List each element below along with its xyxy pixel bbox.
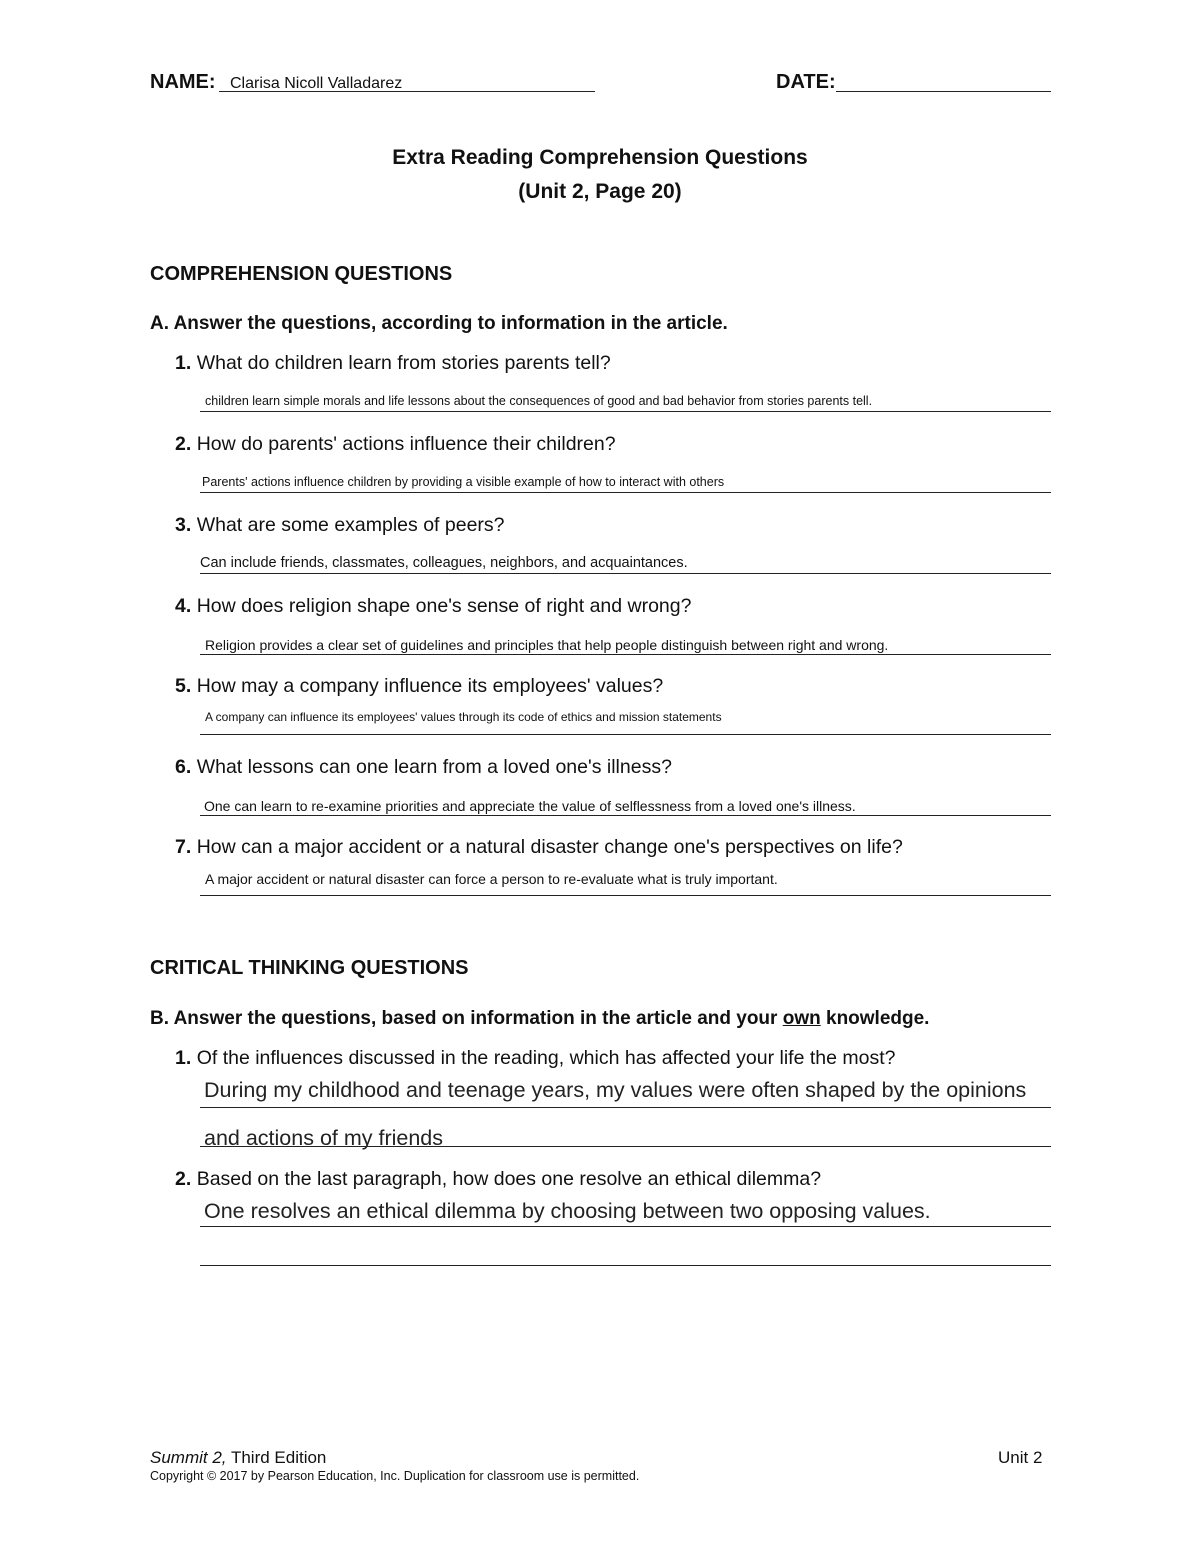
question-a6 — [175, 756, 672, 779]
answer-line — [200, 815, 1051, 816]
date-underline[interactable] — [836, 91, 1051, 92]
answer-b2-line1[interactable]: One resolves an ethical dilemma by choosing between two opposing values. — [204, 1199, 931, 1223]
question-number: 2. — [175, 433, 192, 455]
page-title: Extra Reading Comprehension Questions — [392, 146, 808, 169]
question-text: How do parents' actions influence their children? — [196, 433, 616, 455]
instruction-b — [150, 1008, 929, 1030]
question-number: 5. — [175, 675, 192, 697]
question-number: 1. — [175, 1047, 192, 1069]
question-a3 — [175, 514, 505, 537]
instruction-a: A. Answer the questions, according to information in the article. — [150, 313, 728, 334]
question-a7 — [175, 836, 903, 859]
answer-line — [200, 1107, 1051, 1108]
answer-line — [200, 895, 1051, 896]
answer-line — [200, 734, 1051, 735]
answer-a4[interactable]: Religion provides a clear set of guidelines and principles that help people distinguish between right and wrong. — [205, 637, 889, 653]
answer-line — [200, 492, 1051, 493]
question-text: How can a major accident or a natural disaster change one's perspectives on life? — [196, 836, 903, 858]
question-a2 — [175, 433, 616, 456]
answer-a7[interactable]: A major accident or natural disaster can force a person to re-evaluate what is truly important. — [205, 871, 778, 887]
answer-b1-line1[interactable]: During my childhood and teenage years, my values were often shaped by the opinions — [204, 1078, 1027, 1102]
answer-line — [200, 411, 1051, 412]
question-number: 3. — [175, 514, 192, 536]
answer-a3[interactable]: Can include friends, classmates, colleagues, neighbors, and acquaintances. — [200, 555, 688, 571]
answer-a6[interactable]: One can learn to re-examine priorities and appreciate the value of selflessness from a loved one's illness. — [204, 798, 856, 814]
answer-line — [200, 1146, 1051, 1147]
question-number: 6. — [175, 756, 192, 778]
critical-heading: CRITICAL THINKING QUESTIONS — [150, 957, 469, 979]
date-label: DATE: — [776, 71, 836, 93]
question-text: How may a company influence its employees' values? — [196, 675, 664, 697]
answer-line — [200, 1226, 1051, 1227]
comprehension-heading: COMPREHENSION QUESTIONS — [150, 263, 453, 285]
question-text: Of the influences discussed in the reading, which has affected your life the most? — [196, 1047, 896, 1069]
answer-line — [200, 573, 1051, 574]
question-text: How does religion shape one's sense of right and wrong? — [196, 595, 692, 617]
question-a4 — [175, 595, 691, 618]
footer-copyright: Copyright © 2017 by Pearson Education, Inc. Duplication for classroom use is permitted. — [150, 1469, 640, 1483]
question-b1 — [175, 1047, 895, 1070]
footer-book — [150, 1448, 326, 1468]
footer-unit: Unit 2 — [998, 1448, 1043, 1467]
answer-a2[interactable]: Parents' actions influence children by providing a visible example of how to interact with others — [202, 475, 725, 489]
instruction-b-pre: B. Answer the questions, based on information in the article and your — [150, 1008, 783, 1029]
answer-b1-line2[interactable]: and actions of my friends — [204, 1126, 444, 1150]
question-text: What are some examples of peers? — [196, 514, 505, 536]
page-subtitle: (Unit 2, Page 20) — [518, 180, 682, 203]
answer-a1[interactable]: children learn simple morals and life lessons about the consequences of good and bad behavior from stories parents tell. — [205, 394, 873, 408]
question-number: 4. — [175, 595, 192, 617]
footer-edition: Third Edition — [226, 1448, 327, 1467]
answer-a5[interactable]: A company can influence its employees' values through its code of ethics and mission statements — [205, 710, 722, 724]
answer-line — [200, 654, 1051, 655]
question-number: 2. — [175, 1168, 192, 1190]
question-a1 — [175, 352, 611, 375]
question-text: Based on the last paragraph, how does one resolve an ethical dilemma? — [196, 1168, 822, 1190]
question-a5 — [175, 675, 663, 698]
answer-line — [200, 1265, 1051, 1266]
question-number: 7. — [175, 836, 192, 858]
name-underline — [219, 91, 595, 92]
question-text: What do children learn from stories parents tell? — [196, 352, 611, 374]
question-number: 1. — [175, 352, 192, 374]
footer-book-title: Summit 2, — [150, 1448, 227, 1467]
name-label: NAME: — [150, 71, 216, 93]
instruction-b-post: knowledge. — [820, 1008, 930, 1029]
question-b2 — [175, 1168, 821, 1191]
question-text: What lessons can one learn from a loved one's illness? — [196, 756, 672, 778]
name-value[interactable]: Clarisa Nicoll Valladarez — [230, 75, 403, 92]
instruction-b-underlined: own — [782, 1008, 821, 1029]
